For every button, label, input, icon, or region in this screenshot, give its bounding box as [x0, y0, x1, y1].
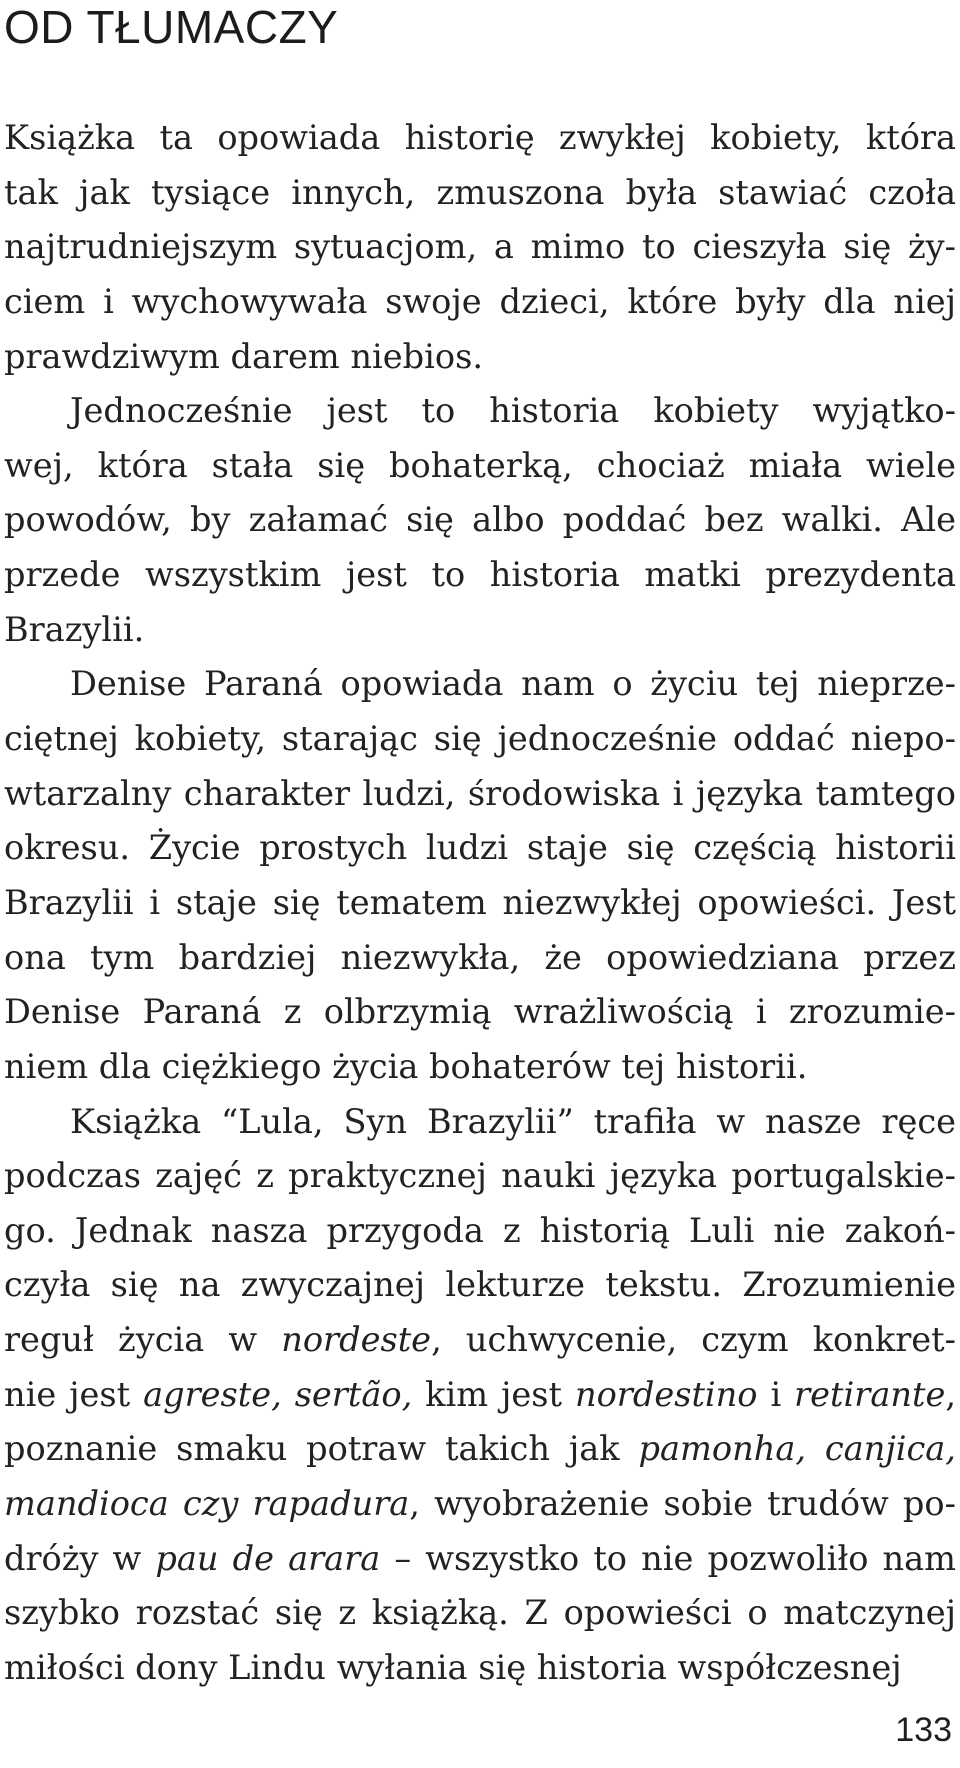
italic-term: retirante	[794, 1374, 946, 1414]
text-line	[4, 548, 956, 603]
text-line	[4, 1204, 956, 1259]
text-line	[4, 330, 956, 385]
text-segment: i	[757, 1374, 795, 1414]
text-segment: Książka “Lula, Syn Brazylii” trafiła w nasze ręce	[70, 1101, 956, 1141]
text-segment: czyła się na zwyczajnej lekturze tekstu. Zrozumienie	[4, 1265, 956, 1305]
italic-term: agreste, sertão,	[143, 1374, 413, 1414]
text-segment: tak jak tysiące innych, zmuszona była stawiać czoła	[4, 172, 956, 212]
text-line	[4, 1313, 956, 1368]
chapter-heading: OD TŁUMACZY	[4, 1, 339, 53]
text-segment: prawdziwym darem niebios.	[4, 336, 483, 376]
text-segment: wtarzalny charakter ludzi, środowiska i języka tamtego	[4, 773, 956, 813]
text-line	[4, 1149, 956, 1204]
text-line	[4, 657, 956, 712]
text-line	[4, 1477, 956, 1532]
text-segment: okresu. Życie prostych ludzi staje się częścią historii	[4, 828, 956, 868]
italic-term: nordeste	[281, 1320, 432, 1360]
text-segment: , wyobrażenie sobie trudów po-	[409, 1484, 956, 1524]
italic-term: pamonha, canjica,	[638, 1429, 956, 1469]
text-line	[4, 712, 956, 767]
paragraph	[4, 1095, 956, 1696]
text-line	[4, 767, 956, 822]
text-segment: ciem i wychowywała swoje dzieci, które były dla niej	[4, 281, 956, 321]
text-segment: Denise Paraná opowiada nam o życiu tej nieprze-	[70, 664, 956, 704]
italic-term: pau de arara	[155, 1538, 381, 1578]
text-line	[4, 1532, 956, 1587]
text-segment: szybko rozstać się z książką. Z opowieści o matczynej	[4, 1593, 956, 1633]
text-segment: przede wszystkim jest to historia matki prezydenta	[4, 555, 956, 595]
italic-term: mandioca czy rapadura	[4, 1484, 410, 1524]
text-segment: dróży w	[4, 1538, 156, 1578]
text-segment: poznanie smaku potraw takich jak	[4, 1429, 639, 1469]
text-segment: powodów, by załamać się albo poddać bez walki. Ale	[4, 500, 956, 540]
text-line	[4, 1258, 956, 1313]
text-line	[4, 1368, 956, 1423]
text-line	[4, 493, 956, 548]
text-line	[4, 931, 956, 986]
paragraph	[4, 657, 956, 1094]
text-line	[4, 821, 956, 876]
text-segment: ,	[945, 1374, 957, 1414]
text-segment: niem dla ciężkiego życia bohaterów tej historii.	[4, 1046, 808, 1086]
text-line	[4, 1422, 956, 1477]
text-line	[4, 1641, 956, 1696]
text-segment: ona tym bardziej niezwykła, że opowiedziana przez	[4, 937, 956, 977]
text-line	[4, 1040, 956, 1095]
text-line	[4, 111, 956, 166]
text-line	[4, 1095, 956, 1150]
text-line	[4, 985, 956, 1040]
text-line	[4, 275, 956, 330]
text-segment: reguł życia w	[4, 1320, 282, 1360]
text-segment: miłości dony Lindu wyłania się historia współczesnej	[4, 1647, 902, 1687]
text-line	[4, 1586, 956, 1641]
body-text	[4, 111, 956, 1696]
text-line	[4, 166, 956, 221]
text-segment: go. Jednak nasza przygoda z historią Luli nie zakoń-	[4, 1210, 956, 1250]
text-line	[4, 876, 956, 931]
text-segment: podczas zajęć z praktycznej nauki języka portugalskie-	[4, 1156, 956, 1196]
text-segment: najtrudniejszym sytuacjom, a mimo to cieszyła się ży-	[4, 227, 956, 267]
text-segment: nie jest	[4, 1374, 144, 1414]
page-number: 133	[895, 1711, 952, 1749]
paragraph	[4, 111, 956, 384]
text-segment: Książka ta opowiada historię zwykłej kobiety, która	[4, 118, 956, 157]
text-segment: ciętnej kobiety, starając się jednocześnie oddać niepo-	[4, 719, 956, 759]
text-segment: Brazylii i staje się tematem niezwykłej opowieści. Jest	[4, 882, 956, 922]
paragraph	[4, 384, 956, 657]
text-segment: kim jest	[412, 1374, 575, 1414]
text-line	[4, 603, 956, 658]
text-segment: – wszystko to nie pozwoliło nam	[380, 1538, 957, 1578]
text-segment: Denise Paraná z olbrzymią wrażliwością i zrozumie-	[4, 992, 956, 1032]
text-line	[4, 439, 956, 494]
text-segment: , uchwycenie, czym konkret-	[431, 1320, 956, 1360]
text-line	[4, 384, 956, 439]
italic-term: nordestino	[574, 1374, 758, 1414]
text-line	[4, 220, 956, 275]
text-segment: Jednocześnie jest to historia kobiety wyjątko-	[70, 391, 956, 431]
text-segment: Brazylii.	[4, 609, 145, 649]
text-segment: wej, która stała się bohaterką, chociaż miała wiele	[4, 445, 956, 485]
